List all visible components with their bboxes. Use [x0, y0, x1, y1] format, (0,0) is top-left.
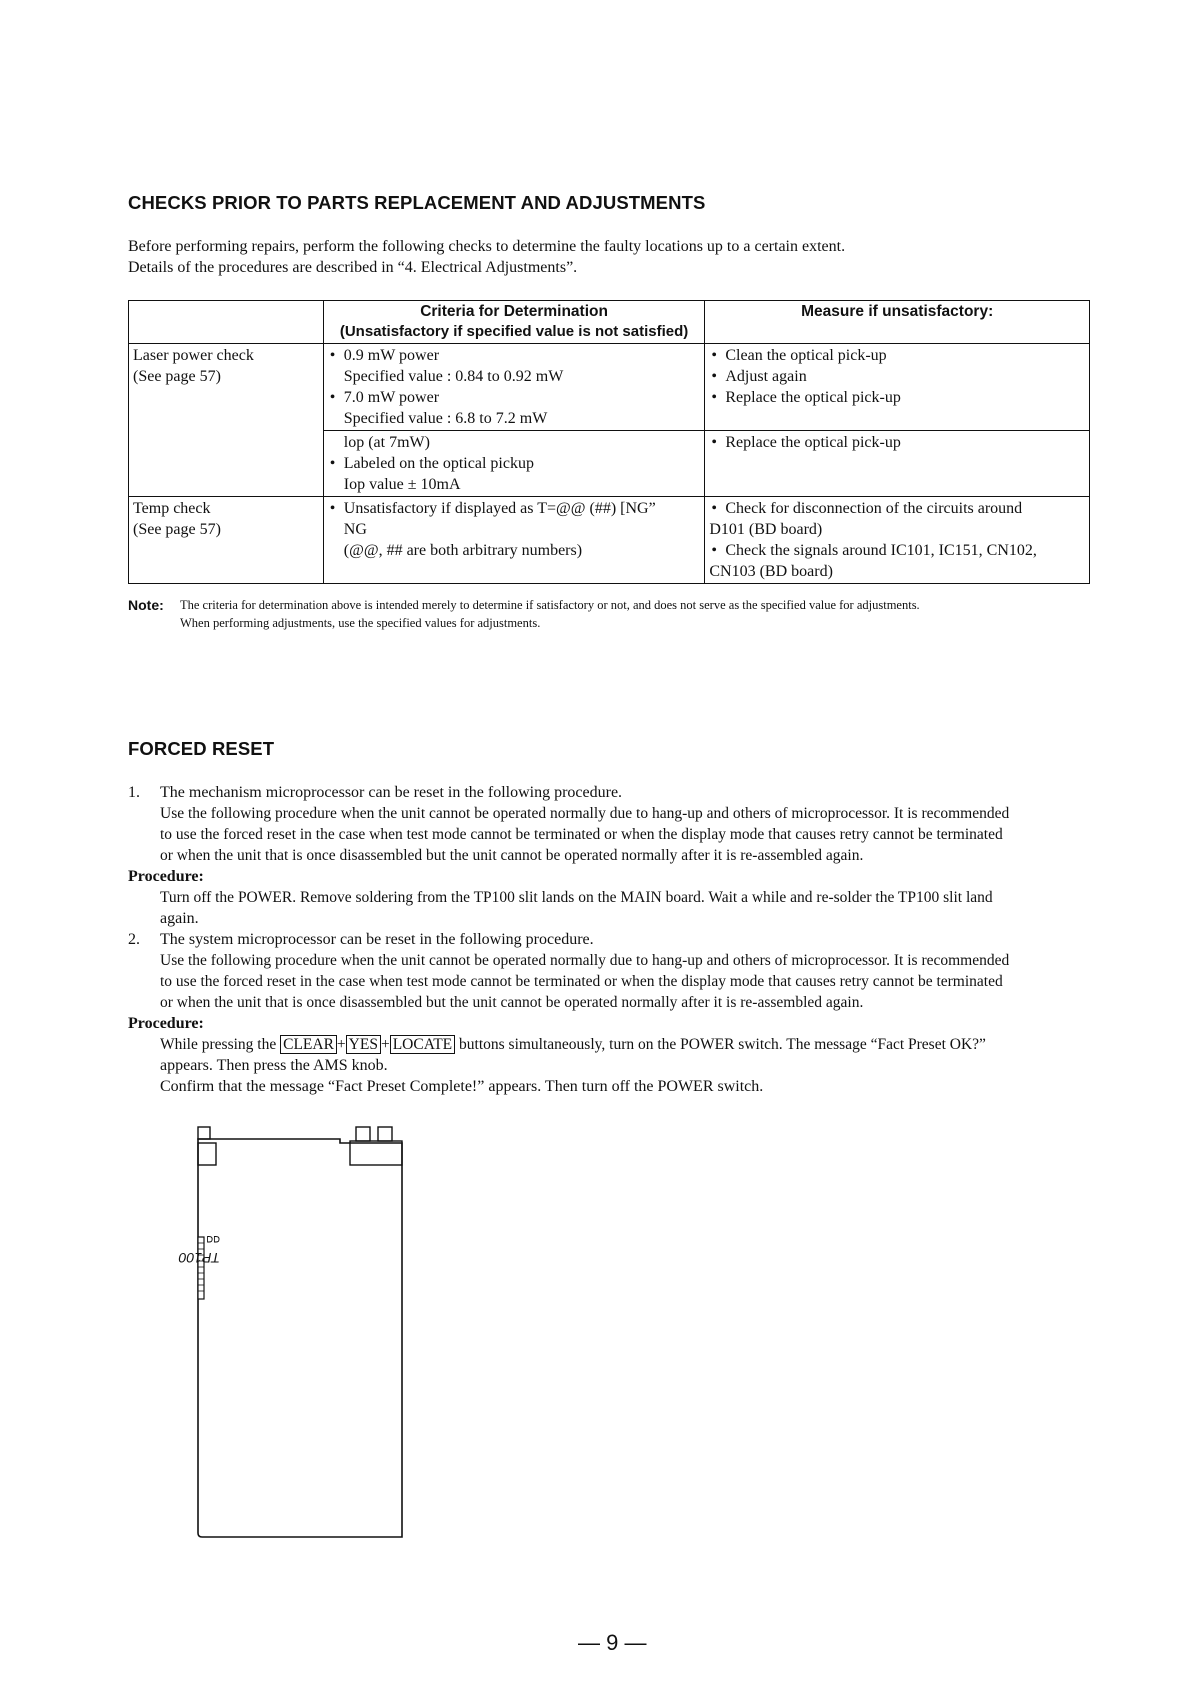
iop-crit-3: Iop value ± 10mA — [343, 476, 461, 493]
iop-crit-1: lop (at 7mW) — [343, 434, 430, 451]
header-measure: Measure if unsatisfactory: — [705, 301, 1090, 344]
item2-number: 2. — [128, 931, 140, 948]
forced-reset-list — [128, 782, 1098, 1102]
header-criteria-line1: Criteria for Determination — [420, 303, 608, 320]
tp100-land-mark: ᗡᗡ — [206, 1234, 220, 1244]
laser-crit-2-spec: Specified value : 6.8 to 7.2 mW — [343, 410, 548, 427]
header-blank — [129, 301, 324, 344]
temp-crit-2: NG — [343, 521, 367, 538]
proc2-line1 — [160, 1034, 986, 1055]
connector-top-right-2 — [378, 1127, 392, 1141]
temp-crit-1: • Unsatisfactory if displayed as T=@@ (##) [NG” — [328, 498, 701, 519]
note-label: Note: — [128, 597, 164, 613]
item1-line3: or when the unit that is once disassembled but the unit cannot be operated normally after it is re-assembled again. — [160, 847, 864, 864]
criteria-table — [128, 300, 1090, 584]
iop-crit-2: • Labeled on the optical pickup — [328, 453, 701, 474]
cell-iop-measure — [705, 431, 1090, 497]
yes-key-label: YES — [346, 1035, 381, 1054]
laser-measure-1: • Clean the optical pick-up — [709, 345, 1085, 366]
laser-measure-3: • Replace the optical pick-up — [709, 387, 1085, 408]
item1-lead: The mechanism microprocessor can be reset in the following procedure. — [160, 784, 623, 801]
cell-temp-item — [129, 497, 324, 584]
checks-intro-line1: Before performing repairs, perform the following checks to determine the faulty locations up to a certain extent. — [128, 238, 846, 255]
item1-line2: to use the forced reset in the case when test mode cannot be terminated or when the display mode that causes retry cannot be terminated — [160, 826, 1003, 843]
section-title-checks: CHECKS PRIOR TO PARTS REPLACEMENT AND ADJUSTMENTS — [128, 192, 706, 213]
edge-connector-strip — [198, 1237, 204, 1299]
temp-item-page: (See page 57) — [133, 521, 221, 538]
laser-crit-1-spec: Specified value : 0.84 to 0.92 mW — [343, 368, 564, 385]
tp100-label: TP100 — [178, 1250, 220, 1266]
connector-top-right-1 — [356, 1127, 370, 1141]
header-criteria — [323, 301, 705, 344]
proc1-line1: Turn off the POWER. Remove soldering from the TP100 slit lands on the MAIN board. Wait a while and re-solder the TP100 slit land — [160, 889, 993, 906]
header-criteria-line2: (Unsatisfactory if specified value is not satisfied) — [339, 323, 689, 340]
procedure-label-1: Procedure: — [128, 868, 204, 885]
cell-laser-measure — [705, 344, 1090, 431]
temp-measure-1a: • Check for disconnection of the circuits around — [709, 498, 1085, 519]
board-outline — [198, 1139, 402, 1537]
laser-measure-2: • Adjust again — [709, 366, 1085, 387]
item2-line3: or when the unit that is once disassembled but the unit cannot be operated normally after it is re-assembled again. — [160, 994, 864, 1011]
item2-lead: The system microprocessor can be reset in the following procedure. — [160, 931, 594, 948]
note-line1: The criteria for determination above is intended merely to determine if satisfactory or not, and does not serve as the specified value for adjustments. — [180, 598, 920, 612]
note-line2: When performing adjustments, use the specified values for adjustments. — [180, 616, 541, 630]
proc2-pre: While pressing the — [160, 1036, 277, 1053]
item2-line1: Use the following procedure when the unit cannot be operated normally due to hang-up and others of microprocessor. It is recommended — [160, 952, 1010, 969]
cell-iop-criteria — [323, 431, 705, 497]
plus-sign: + — [336, 1036, 346, 1053]
plus-sign: + — [380, 1036, 390, 1053]
item1-line1: Use the following procedure when the unit cannot be operated normally due to hang-up and others of microprocessor. It is recommended — [160, 805, 1010, 822]
temp-measure-2b: CN103 (BD board) — [709, 563, 833, 580]
cell-temp-measure — [705, 497, 1090, 584]
item2-line2: to use the forced reset in the case when test mode cannot be terminated or when the display mode that causes retry cannot be terminated — [160, 973, 1003, 990]
iop-measure-1: • Replace the optical pick-up — [709, 432, 1085, 453]
procedure-label-2: Procedure: — [128, 1015, 204, 1032]
proc1-line2: again. — [160, 910, 199, 927]
clear-key-label: CLEAR — [280, 1035, 337, 1054]
connector-left-block — [198, 1143, 216, 1165]
laser-item-name: Laser power check — [133, 347, 254, 364]
temp-item-name: Temp check — [133, 500, 211, 517]
connector-top-left — [198, 1127, 210, 1139]
table-header-row — [129, 301, 1090, 344]
section-title-forced-reset: FORCED RESET — [128, 738, 275, 759]
page-number: — 9 — — [578, 1630, 647, 1655]
main-board-diagram — [178, 1125, 410, 1540]
proc2-line2: appears. Then press the AMS knob. — [160, 1057, 388, 1074]
laser-crit-1: • 0.9 mW power — [328, 345, 701, 366]
item1-number: 1. — [128, 784, 140, 801]
cell-laser-criteria — [323, 344, 705, 431]
proc2-post: buttons simultaneously, turn on the POWER switch. The message “Fact Preset OK?” — [459, 1036, 986, 1053]
laser-item-page: (See page 57) — [133, 368, 221, 385]
laser-crit-2: • 7.0 mW power — [328, 387, 701, 408]
connector-top-right-block — [350, 1141, 402, 1165]
cell-temp-criteria — [323, 497, 705, 584]
temp-measure-2a: • Check the signals around IC101, IC151, CN102, — [709, 540, 1085, 561]
temp-measure-1b: D101 (BD board) — [709, 521, 823, 538]
temp-crit-3: (@@, ## are both arbitrary numbers) — [343, 542, 583, 559]
table-row-temp — [129, 497, 1090, 584]
table-row-laser — [129, 344, 1090, 431]
locate-key-label: LOCATE — [390, 1035, 455, 1054]
cell-laser-item — [129, 344, 324, 497]
proc2-line3: Confirm that the message “Fact Preset Complete!” appears. Then turn off the POWER switch. — [160, 1078, 764, 1095]
checks-intro-line2: Details of the procedures are described in “4. Electrical Adjustments”. — [128, 259, 578, 276]
